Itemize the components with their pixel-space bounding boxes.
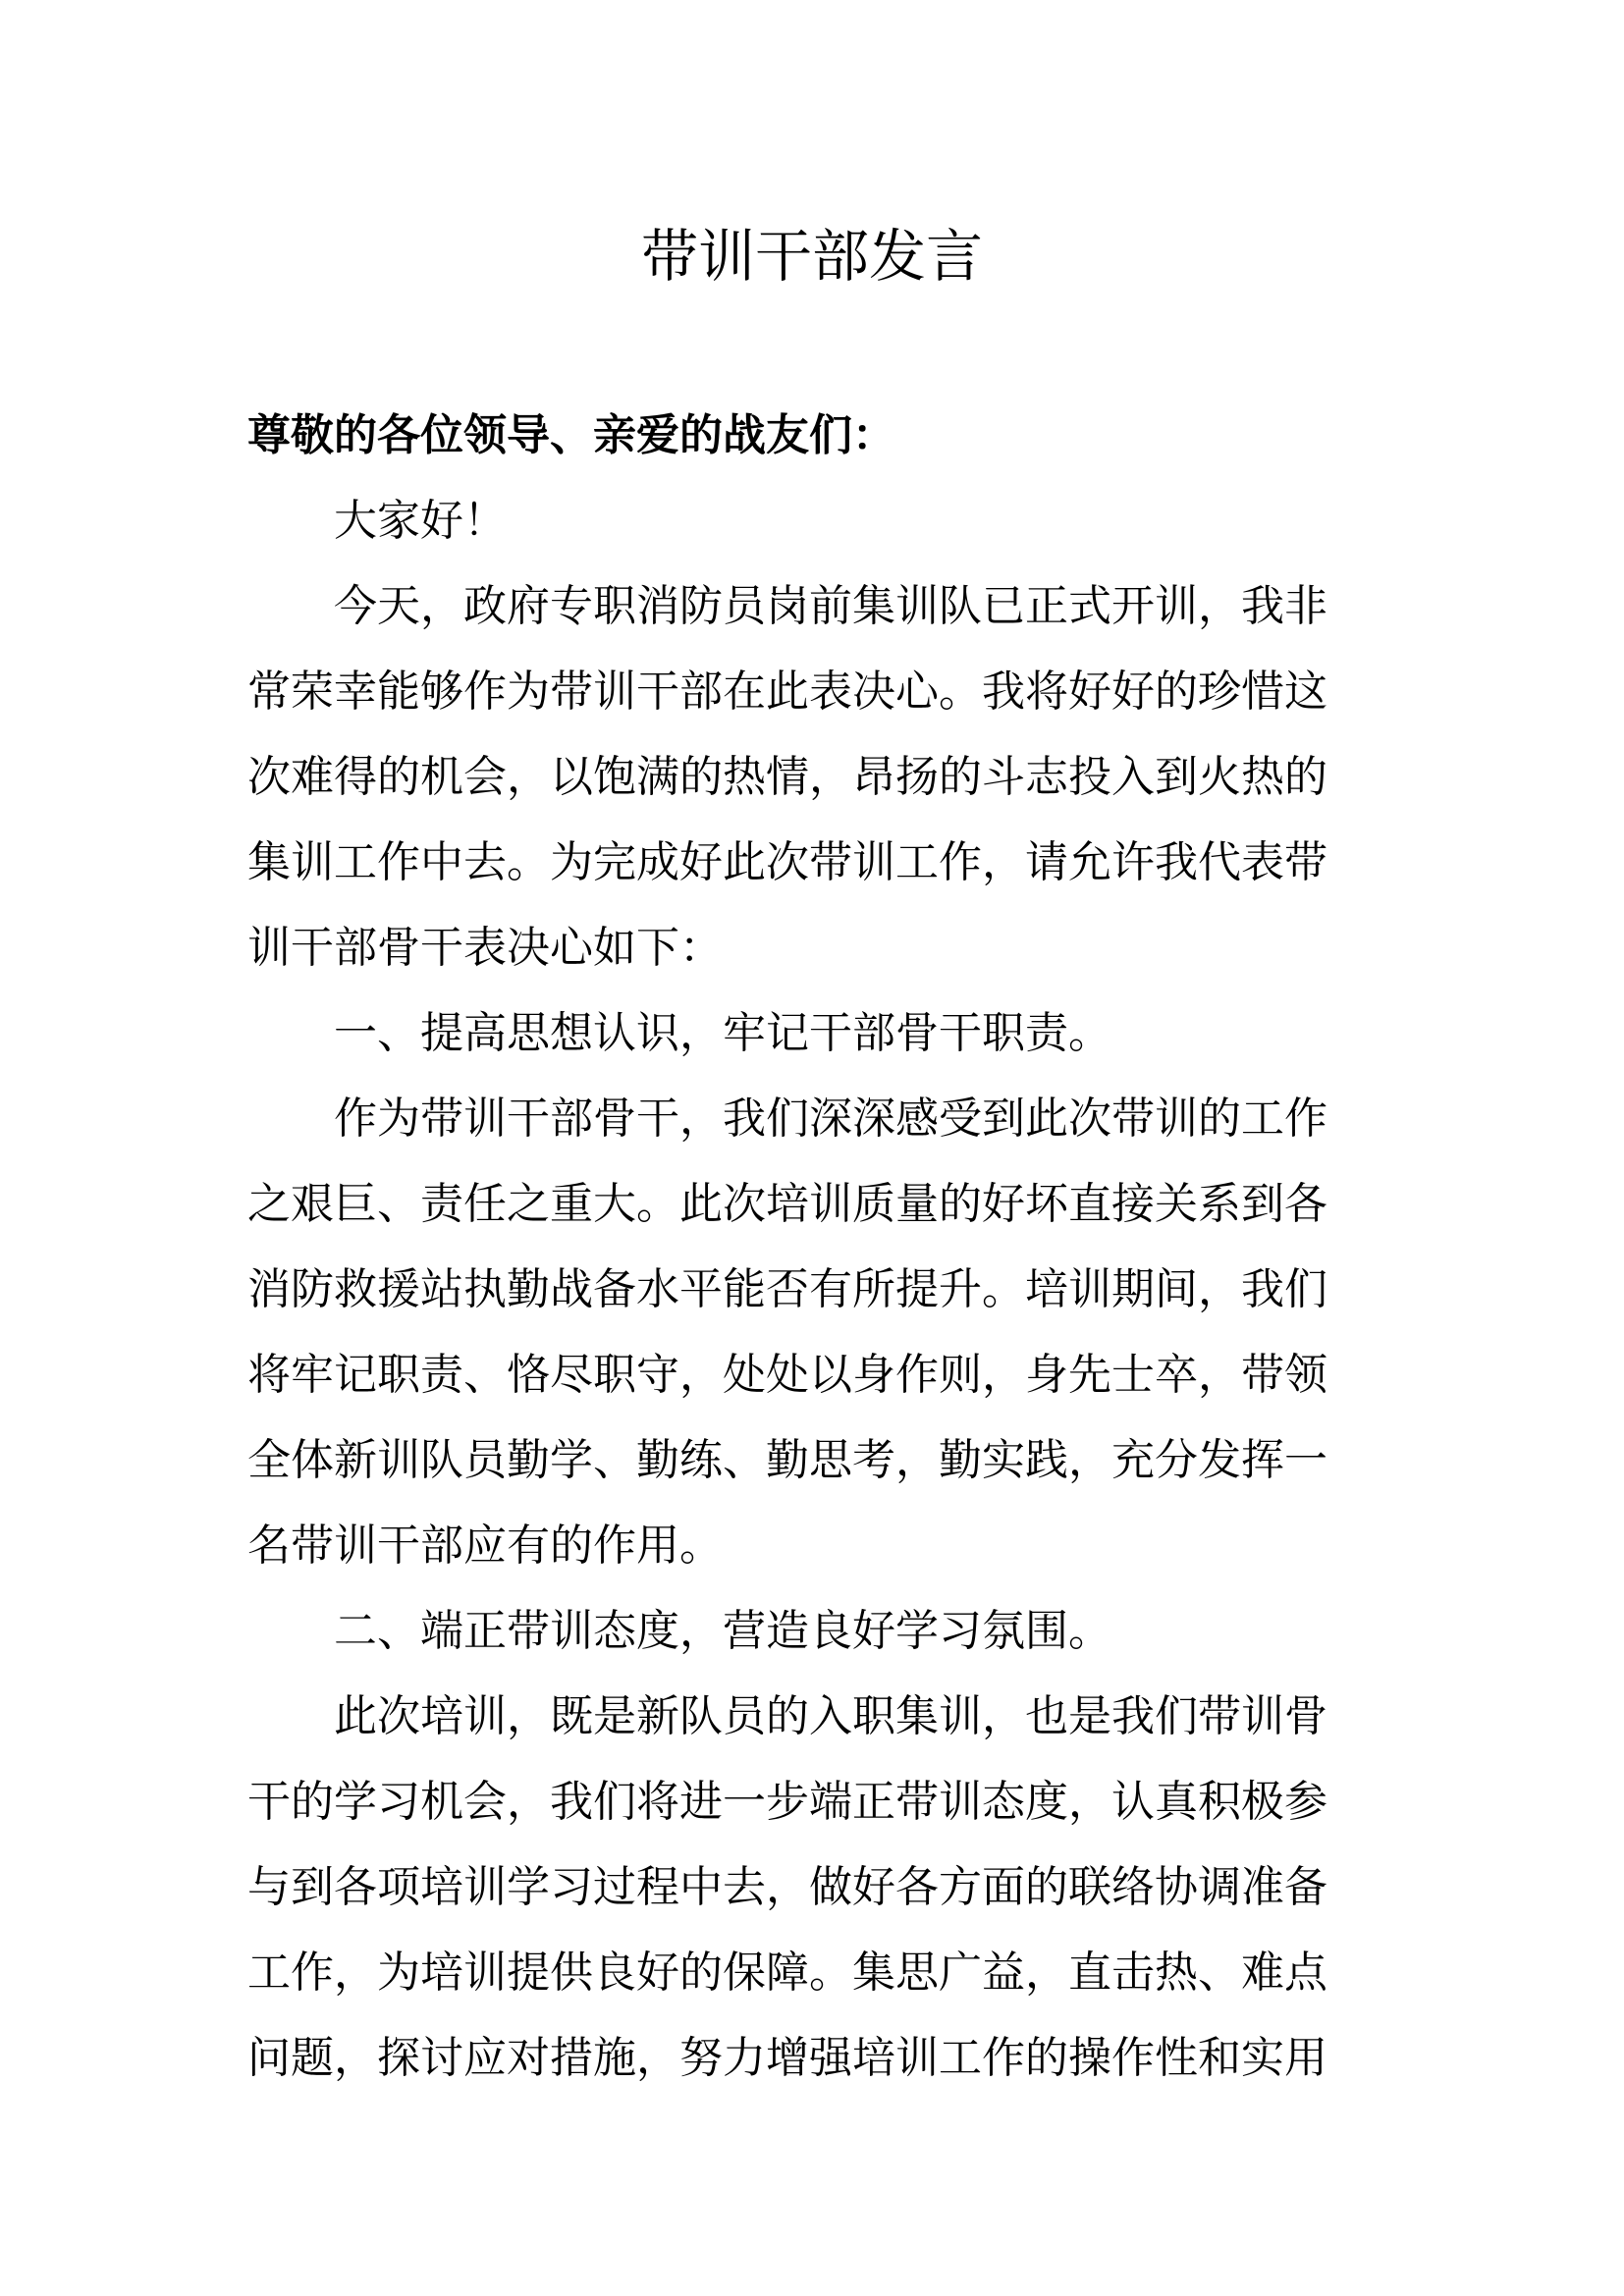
paragraph — [247, 1076, 1357, 1588]
paragraph — [247, 990, 1357, 1076]
text-line: 与到各项培训学习过程中去，做好各方面的联络协调准备 — [247, 1862, 1327, 1912]
text-line: 今天，政府专职消防员岗前集训队已正式开训，我非 — [334, 581, 1327, 631]
text-line: 常荣幸能够作为带训干部在此表决心。我将好好的珍惜这 — [247, 667, 1327, 717]
text-line: 全体新训队员勤学、勤练、勤思考，勤实践，充分发挥一 — [247, 1435, 1327, 1485]
text-line: 大家好！ — [334, 496, 507, 546]
text-line: 将牢记职责、恪尽职守，处处以身作则，身先士卒，带领 — [247, 1350, 1327, 1400]
text-line: 之艰巨、责任之重大。此次培训质量的好坏直接关系到各 — [247, 1179, 1327, 1229]
text-line: 此次培训，既是新队员的入职集训，也是我们带训骨 — [334, 1691, 1327, 1741]
document-body — [247, 393, 1357, 2101]
paragraph — [247, 563, 1357, 990]
text-line: 工作，为培训提供良好的保障。集思广益，直击热、难点 — [247, 1948, 1327, 1998]
paragraph — [247, 478, 1357, 563]
text-line: 干的学习机会，我们将进一步端正带训态度，认真积极参 — [247, 1777, 1327, 1827]
text-line: 消防救援站执勤战备水平能否有所提升。培训期间，我们 — [247, 1264, 1327, 1314]
paragraph — [247, 1674, 1357, 2101]
salutation: 尊敬的各位领导、亲爱的战友们： — [247, 410, 895, 460]
text-line: 二、端正带训态度，营造良好学习氛围。 — [334, 1606, 1111, 1656]
text-line: 训干部骨干表决心如下： — [247, 923, 723, 973]
text-line: 一、提高思想认识，牢记干部骨干职责。 — [334, 1008, 1111, 1058]
text-line: 问题，探讨应对措施，努力增强培训工作的操作性和实用 — [247, 2033, 1327, 2083]
text-line: 次难得的机会，以饱满的热情，昂扬的斗志投入到火热的 — [247, 752, 1327, 802]
paragraphs — [247, 478, 1357, 2101]
text-line: 集训工作中去。为完成好此次带训工作，请允许我代表带 — [247, 837, 1327, 887]
document-title: 带训干部发言 — [640, 223, 983, 290]
text-line: 名带训干部应有的作用。 — [247, 1521, 723, 1571]
paragraph — [247, 1588, 1357, 1674]
text-line: 作为带训干部骨干，我们深深感受到此次带训的工作 — [334, 1094, 1327, 1144]
